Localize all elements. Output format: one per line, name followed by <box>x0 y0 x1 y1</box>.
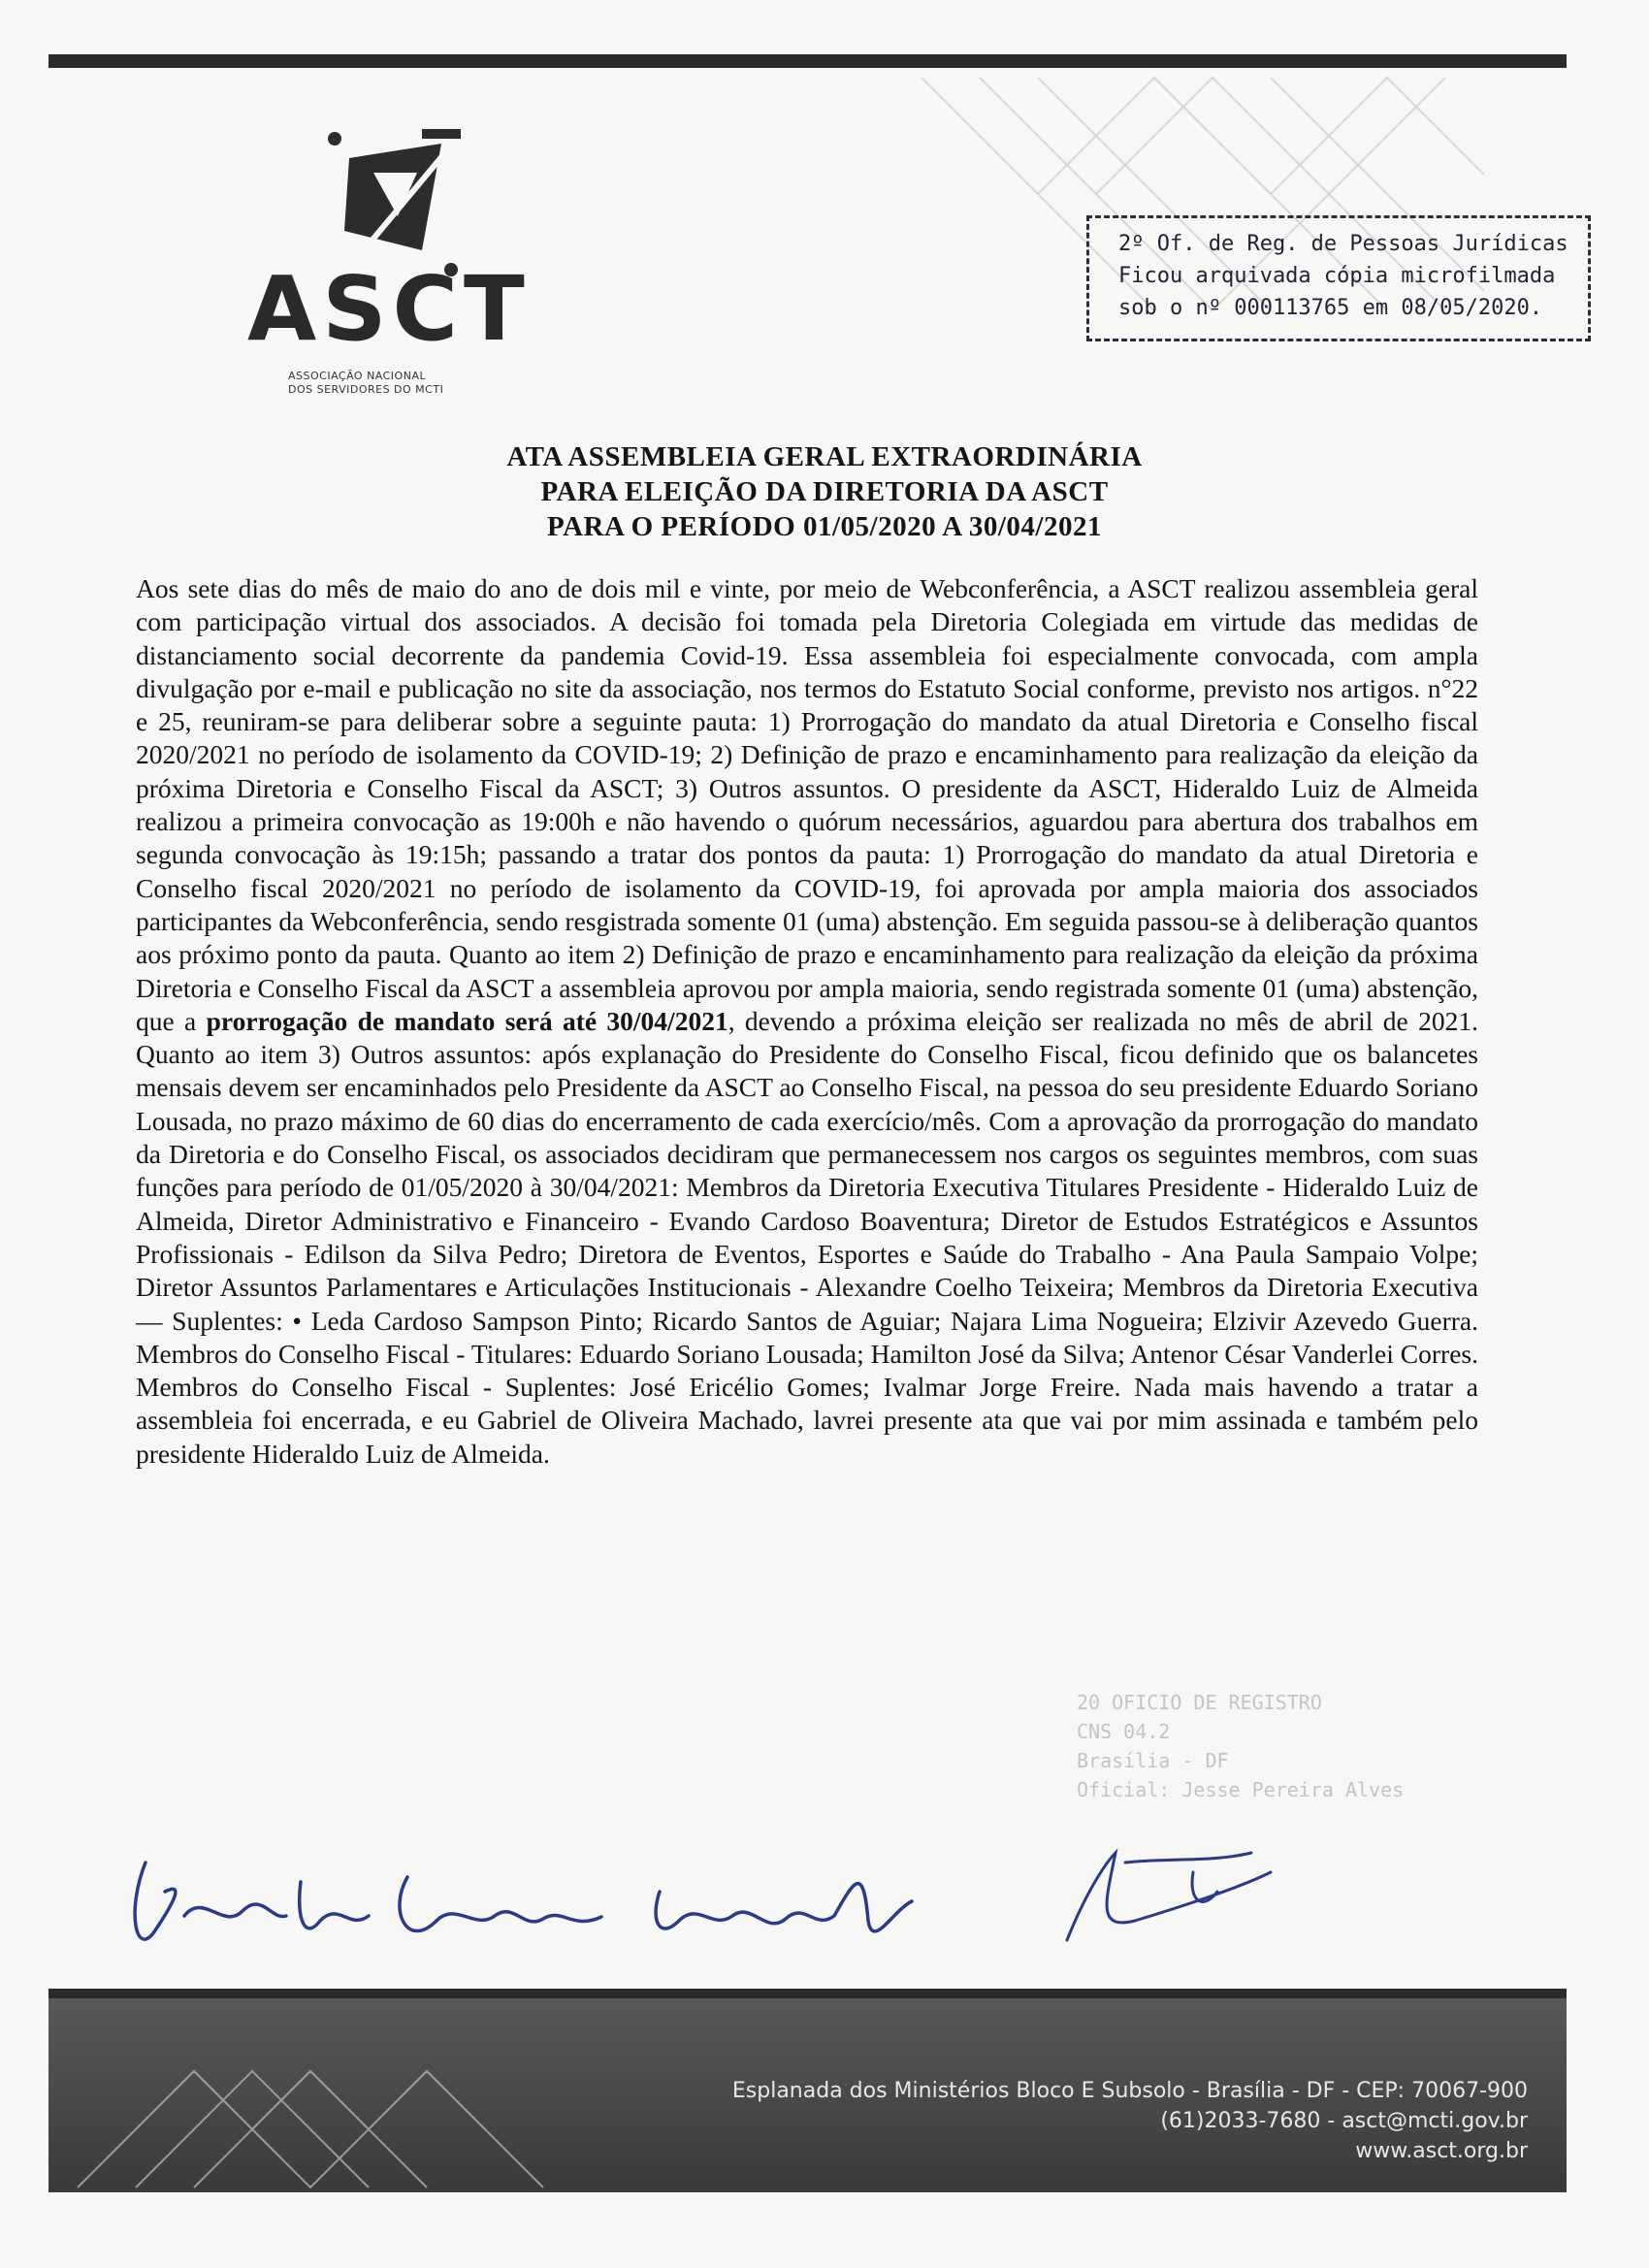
logo-subtitle <box>288 370 540 397</box>
document-title <box>136 439 1513 544</box>
logo-subtitle-line: DOS SERVIDORES DO MCTI <box>288 383 444 396</box>
footer-divider <box>48 1989 1567 1998</box>
registry-stamp <box>1086 215 1591 341</box>
body-text-part: Aos sete dias do mês de maio do ano de dois mil e vinte, por meio de Webconferência, a ASCT realizou assembleia geral com participação virtual dos associados. A decisão foi tomada pela Diretoria Colegiada em virtude das medidas de distanciamento social decorrente da pandemia Covid-19. Essa assembleia foi especialmente convocada, com ampla divulgação por e-mail e publicação no site da associação, nos termos do Estatuto Social conforme, previsto nos artigos. n°22 e 25, reuniram-se para deliberar sobre a seguinte pauta: 1) Prorrogação do mandato da atual Diretoria e Conselho fiscal 2020/2021 no período de isolamento da COVID-19; 2) Definição de prazo e encaminhamento para realização da eleição da próxima Diretoria e Conselho Fiscal da ASCT; 3) Outros assuntos. O presidente da ASCT, Hideraldo Luiz de Almeida realizou a primeira convocação as 19:00h e não havendo o quórum necessários, aguardou para abertura dos trabalhos em segunda convocação às 19:15h; passando a tratar dos pontos da pauta: 1) Prorrogação do mandato da atual Diretoria e Conselho fiscal 2020/2021 no período de isolamento da COVID-19, foi aprovada por ampla maioria dos associados participantes da Webconferência, sendo resgistrada somente 01 (uma) abstenção. Em seguida passou-se à deliberação quantos aos próximo ponto da pauta. Quanto ao item 2) Definição de prazo e encaminhamento para realização da eleição da próxima Diretoria e Conselho Fiscal da ASCT a assembleia aprovou por ampla maioria, sendo registrada somente 01 (uma) abstenção, que a <box>136 573 1478 1036</box>
title-line: ATA ASSEMBLEIA GERAL EXTRAORDINÁRIA <box>506 441 1143 472</box>
signature-president <box>1048 1833 1280 1950</box>
footer-contact-info <box>732 2076 1528 2166</box>
stamp-line: Ficou arquivada cópia microfilmada <box>1118 264 1556 288</box>
page-footer <box>48 1989 1567 2192</box>
footer-contact: (61)2033-7680 - asct@mcti.gov.br <box>1160 2109 1528 2133</box>
body-bold-text: prorrogação de mandato será até 30/04/2021 <box>206 1005 728 1036</box>
body-text-part: , devendo a próxima eleição ser realizada no mês de abril de 2021. Quanto ao item 3) Outros assuntos: após explanação do Presidente do Conselho Fiscal, ficou definido que os balancetes mensais devem ser encaminhados pelo Presidente da ASCT ao Conselho Fiscal, na pessoa do seu presidente Eduardo Soriano Lousada, no prazo máximo de 60 dias do encerramento de cada exercício/mês. Com a aprovação da prorrogação do mandato da Diretoria e do Conselho Fiscal, os associados decidiram que permanecessem nos cargos os seguintes membros, com suas funções para período de 01/05/2020 à 30/04/2021: Membros da Diretoria Executiva Titulares Presidente - Hideraldo Luiz de Almeida, Diretor Administrativo e Financeiro - Evando Cardoso Boaventura; Diretor de Estudos Estratégicos e Assuntos Profissionais - Edilson da Silva Pedro; Diretora de Eventos, Esportes e Saúde do Trabalho - Ana Paula Sampaio Volpe; Diretor Assuntos Parlamentares e Articulações Institucionais - Alexandre Coelho Teixeira; Membros da Diretoria Executiva — Suplentes: • Leda Cardoso Sampson Pinto; Ricardo Santos de Aguiar; Najara Lima Nogueira; Elzivir Azevedo Guerra. Membros do Conselho Fiscal - Titulares: Eduardo Soriano Lousada; Hamilton José da Silva; Antenor César Vanderlei Corres. Membros do Conselho Fiscal - Suplentes: José Ericélio Gomes; Ivalmar Jorge Freire. Nada mais havendo a tratar a assembleia foi encerrada, e eu Gabriel de Oliveira Machado, lavrei presente ata que vai por mim assinada e também pelo presidente Hideraldo Luiz de Almeida. <box>136 1005 1478 1469</box>
faded-registry-stamp: 20 OFICIO DE REGISTRO CNS 04.2 Brasília - DF Oficial: Jesse Pereira Alves <box>1077 1691 1405 1801</box>
stamp-line: sob o nº 000113765 em 08/05/2020. <box>1118 296 1543 320</box>
header-bar <box>48 54 1567 68</box>
title-line: PARA O PERÍODO 01/05/2020 A 30/04/2021 <box>547 511 1102 542</box>
logo-subtitle-line: ASSOCIAÇÃO NACIONAL <box>288 370 427 382</box>
stamp-line: 2º Of. de Reg. de Pessoas Jurídicas <box>1118 232 1568 256</box>
logo-text: ASCT <box>247 257 531 361</box>
footer-lattice-pattern <box>48 2008 650 2192</box>
title-line: PARA ELEIÇÃO DA DIRETORIA DA ASCT <box>540 476 1109 507</box>
minutes-body <box>136 572 1478 1471</box>
footer-website: www.asct.org.br <box>1355 2139 1528 2163</box>
footer-address: Esplanada dos Ministérios Bloco E Subsolo - Brasília - DF - CEP: 70067-900 <box>731 2079 1528 2103</box>
signature-gabriel <box>116 1824 989 1969</box>
asct-logo <box>247 114 538 405</box>
